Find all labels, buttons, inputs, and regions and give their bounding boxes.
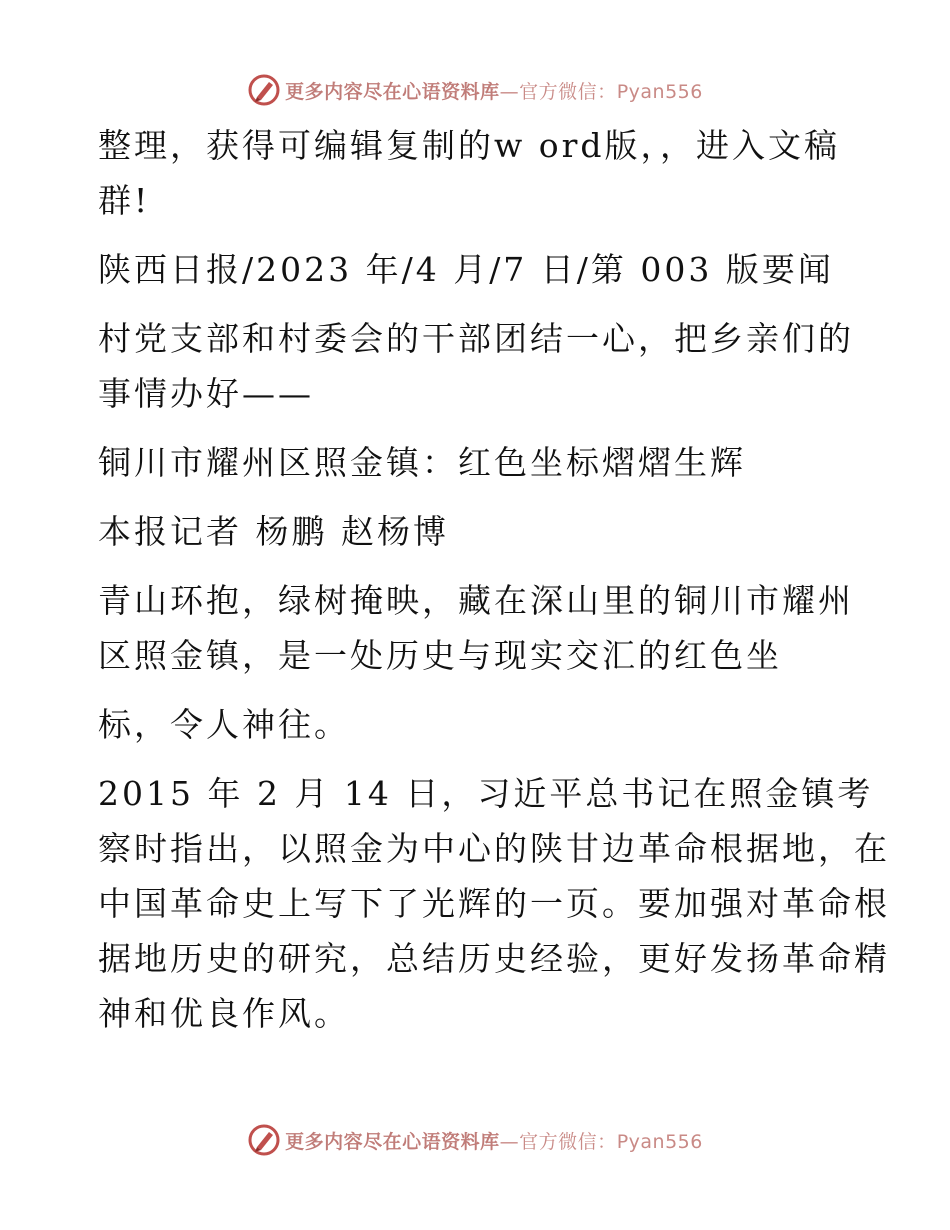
watermark-text: 更多内容尽在心语资料库—官方微信：Pyan556 [285, 1130, 703, 1153]
paragraph: 铜川市耀州区照金镇：红色坐标熠熠生辉 [98, 443, 746, 482]
paragraph: 整理，获得可编辑复制的w ord版，，进入文稿 群! [98, 126, 841, 220]
paragraph: 标，令人神往。 [98, 705, 350, 744]
paragraph: 2015 年 2 月 14 日，习近平总书记在照金镇考 察时指出，以照金为中心的陕甘边革命根据地，在 中国革命史上写下了光辉的一页。要加强对革命根 据地历史的研究，总结历史经验，更好发扬革命精 神和优良作风。 [98, 774, 890, 1033]
paragraph: 村党支部和村委会的干部团结一心，把乡亲们的 事情办好—— [98, 319, 854, 413]
header-watermark [0, 70, 950, 110]
footer-watermark [0, 1120, 950, 1160]
pen-logo-icon [247, 73, 281, 107]
document-body [98, 118, 890, 1055]
watermark-text: 更多内容尽在心语资料库—官方微信：Pyan556 [285, 80, 703, 103]
paragraph: 本报记者 杨鹏 赵杨博 [98, 512, 449, 551]
pen-logo-icon [247, 1123, 281, 1157]
paragraph: 陕西日报/2023 年/4 月/7 日/第 003 版要闻 [98, 250, 834, 289]
paragraph: 青山环抱，绿树掩映，藏在深山里的铜川市耀州 区照金镇，是一处历史与现实交汇的红色坐 [98, 581, 854, 675]
